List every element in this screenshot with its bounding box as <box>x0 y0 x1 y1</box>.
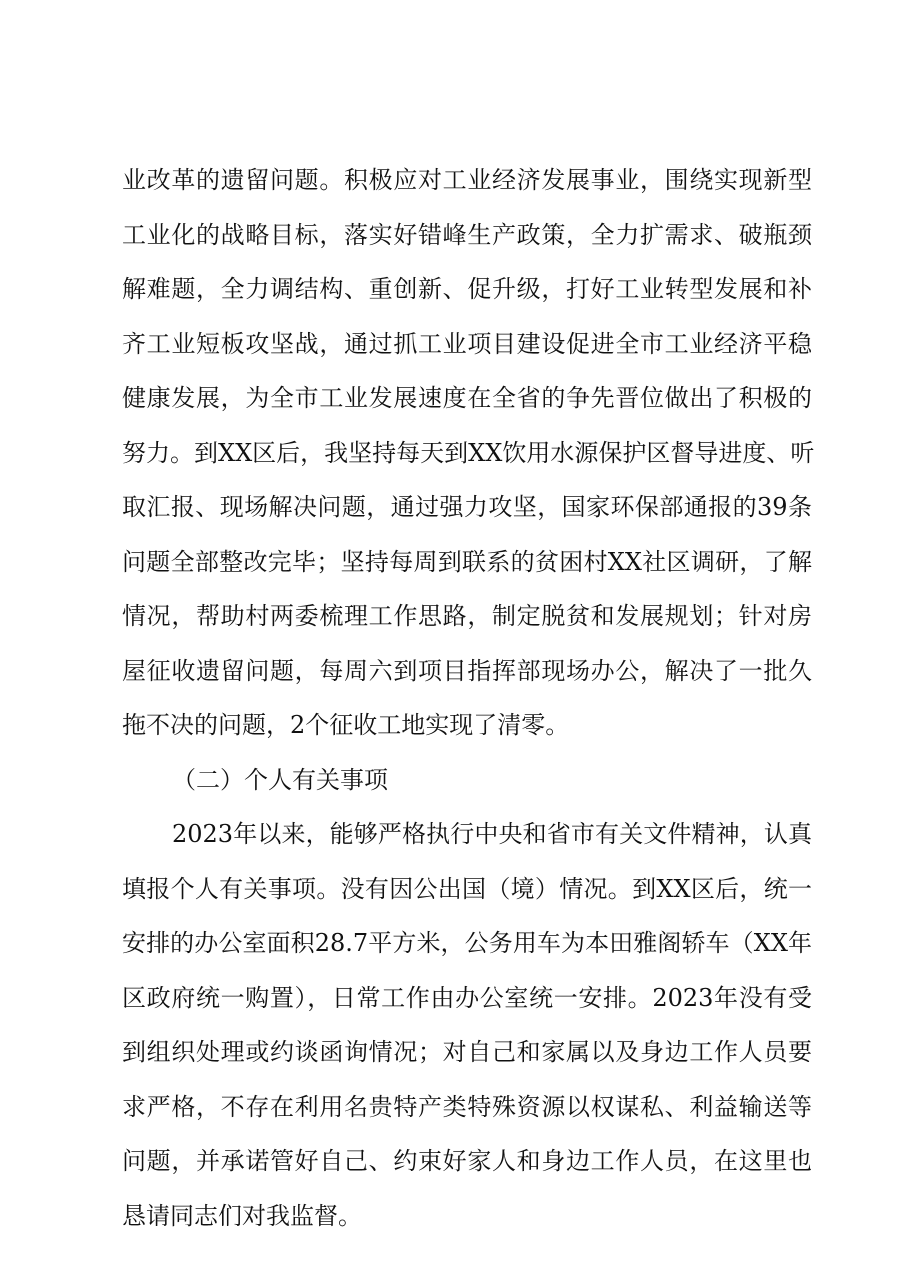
paragraph-line: 区政府统一购置），日常工作由办公室统一安排。2023年没有受 <box>122 984 812 1012</box>
paragraph-line: 2023年以来，能够严格执行中央和省市有关文件精神，认真 <box>172 820 812 848</box>
paragraph-line: 填报个人有关事项。没有因公出国（境）情况。到XX区后，统一 <box>122 875 812 903</box>
paragraph-line: 求严格，不存在利用名贵特产类特殊资源以权谋私、利益输送等 <box>122 1093 812 1121</box>
paragraph-line: 问题全部整改完毕；坚持每周到联系的贫困村XX社区调研，了解 <box>122 548 812 576</box>
paragraph-line: 安排的办公室面积28.7平方米，公务用车为本田雅阁轿车（XX年 <box>122 929 812 957</box>
paragraph-line: 工业化的战略目标，落实好错峰生产政策，全力扩需求、破瓶颈 <box>122 221 812 249</box>
paragraph-line: 业改革的遗留问题。积极应对工业经济发展事业，围绕实现新型 <box>122 166 812 194</box>
section-heading: （二）个人有关事项 <box>172 766 388 794</box>
paragraph-line: 努力。到XX区后，我坚持每天到XX饮用水源保护区督导进度、听 <box>122 439 815 467</box>
paragraph-line: 问题，并承诺管好自己、约束好家人和身边工作人员，在这里也 <box>122 1147 812 1175</box>
paragraph-line: 拖不决的问题，2个征收工地实现了清零。 <box>122 711 570 739</box>
paragraph-line: 屋征收遗留问题，每周六到项目指挥部现场办公，解决了一批久 <box>122 657 812 685</box>
paragraph-line: 齐工业短板攻坚战，通过抓工业项目建设促进全市工业经济平稳 <box>122 330 812 358</box>
paragraph-line: 取汇报、现场解决问题，通过强力攻坚，国家环保部通报的39条 <box>122 493 812 521</box>
paragraph-line: 到组织处理或约谈函询情况；对自己和家属以及身边工作人员要 <box>122 1038 812 1066</box>
paragraph-line: 健康发展，为全市工业发展速度在全省的争先晋位做出了积极的 <box>122 384 812 412</box>
paragraph-line: 恳请同志们对我监督。 <box>122 1202 362 1230</box>
paragraph-line: 情况，帮助村两委梳理工作思路，制定脱贫和发展规划；针对房 <box>122 602 812 630</box>
paragraph-line: 解难题，全力调结构、重创新、促升级，打好工业转型发展和补 <box>122 275 812 303</box>
